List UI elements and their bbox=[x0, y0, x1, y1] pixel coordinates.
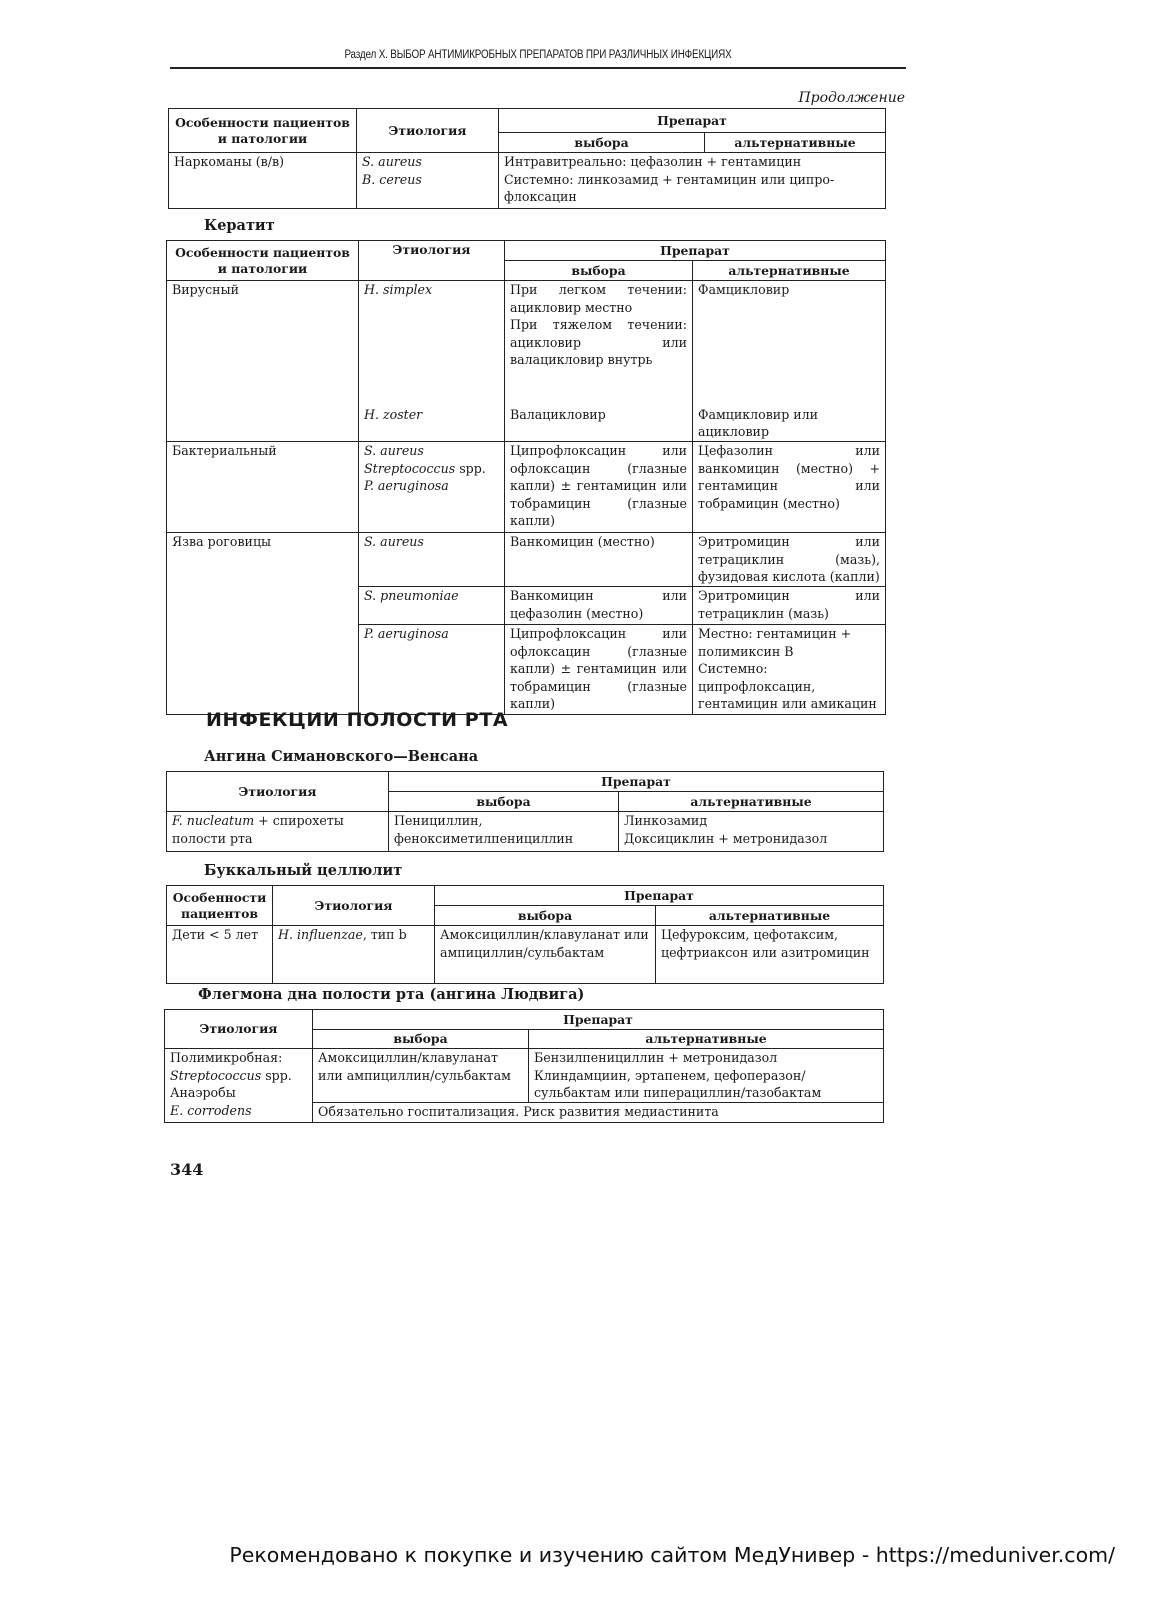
col-header-choice: выбора bbox=[505, 261, 693, 281]
cell-patient: Наркоманы (в/в) bbox=[169, 153, 357, 209]
col-header-choice: выбора bbox=[313, 1030, 529, 1049]
cell-alt: Фамцикловир или ацикловир bbox=[693, 406, 886, 442]
col-header-etiology: Этиология bbox=[357, 109, 499, 153]
col-header-alt: альтернативные bbox=[693, 261, 886, 281]
col-header-alt: альтернативные bbox=[619, 792, 884, 812]
col-header-drug: Препарат bbox=[389, 772, 884, 792]
table-buccal-cellulitis bbox=[166, 885, 884, 984]
col-header-etiology: Этиология bbox=[359, 241, 505, 281]
cell-drug: Интравитреально: цефазолин + гентамицин Системно: линкозамид + гентамицин или ципро- флоксацин bbox=[499, 153, 886, 209]
section-title-vincent-angina: Ангина Симановского—Венсана bbox=[204, 748, 479, 765]
cell-patient: Бактериальный bbox=[167, 442, 359, 533]
cell-choice: Ванкомицин (местно) bbox=[505, 533, 693, 587]
section-title-ludwig-angina: Флегмона дна полости рта (ангина Людвига) bbox=[198, 986, 585, 1003]
running-head: Раздел X. ВЫБОР АНТИМИКРОБНЫХ ПРЕПАРАТОВ ПРИ РАЗЛИЧНЫХ ИНФЕКЦИЯХ bbox=[344, 49, 732, 61]
col-header-etiology: Этиология bbox=[165, 1010, 313, 1049]
table-row bbox=[167, 812, 884, 852]
col-header-patients: Особенности пациентов и патологии bbox=[169, 109, 357, 153]
table-row bbox=[167, 281, 886, 406]
col-header-alt: альтернативные bbox=[529, 1030, 884, 1049]
col-header-choice: выбора bbox=[389, 792, 619, 812]
cell-etiology: H. influenzae, тип b bbox=[273, 926, 435, 984]
table-keratitis bbox=[166, 240, 886, 715]
cell-alt: Эритромицин или тетрациклин (мазь) bbox=[693, 587, 886, 625]
table-row bbox=[167, 926, 884, 984]
cell-alt: Цефазолин или ванкомицин (местно) + гентамицин или тобрамицин (местно) bbox=[693, 442, 886, 533]
cell-etiology: S. aureus B. cereus bbox=[357, 153, 499, 209]
section-title-keratitis: Кератит bbox=[204, 217, 275, 234]
table-row bbox=[165, 1049, 884, 1103]
cell-etiology: S. aureus Streptococcus spp. P. aeruginosa bbox=[359, 442, 505, 533]
cell-alt: Эритромицин или тетрациклин (мазь), фузидовая кислота (капли) bbox=[693, 533, 886, 587]
cell-choice: Ципрофлоксацин или офлоксацин (глазные капли) ± гентамицин или тобрамицин (глазные капли) bbox=[505, 442, 693, 533]
table-ludwig-angina bbox=[164, 1009, 884, 1123]
col-header-etiology: Этиология bbox=[167, 772, 389, 812]
cell-choice: Валацикловир bbox=[505, 406, 693, 442]
cell-etiology: H. simplex bbox=[359, 281, 505, 406]
col-header-patients: Особенности пациентов и патологии bbox=[167, 241, 359, 281]
continuation-label: Продолжение bbox=[798, 90, 905, 106]
cell-etiology: Полимикробная: Streptococcus spp. Анаэробы E. corrodens bbox=[165, 1049, 313, 1123]
cell-alt: Бензилпенициллин + метронидазол Клиндамциин, эртапенем, цефоперазон/сульбактам или пиперациллин/тазобактам bbox=[529, 1049, 884, 1103]
cell-choice: Ванкомицин или цефазолин (местно) bbox=[505, 587, 693, 625]
cell-alt: Местно: гентамицин + полимиксин B Системно: ципрофлоксацин, гентамицин или амикацин bbox=[693, 625, 886, 715]
footer-recommendation: Рекомендовано к покупке и изучению сайтом МедУнивер - https://meduniver.com/ bbox=[229, 1543, 1115, 1567]
cell-choice: При легком течении: ацикловир местно При тяжелом течении: ацикловир или валацикловир внутрь bbox=[505, 281, 693, 406]
cell-patient: Дети < 5 лет bbox=[167, 926, 273, 984]
col-header-patients: Особенности пациентов bbox=[167, 886, 273, 926]
cell-note: Обязательно госпитализация. Риск развития медиастинита bbox=[313, 1103, 884, 1123]
col-header-choice: выбора bbox=[435, 906, 656, 926]
table-row bbox=[167, 533, 886, 587]
col-header-drug: Препарат bbox=[435, 886, 884, 906]
table-row bbox=[167, 442, 886, 533]
cell-patient: Вирусный bbox=[167, 281, 359, 442]
col-header-drug: Препарат bbox=[505, 241, 886, 261]
col-header-etiology: Этиология bbox=[273, 886, 435, 926]
cell-etiology: S. aureus bbox=[359, 533, 505, 587]
table-vincent-angina bbox=[166, 771, 884, 852]
col-header-drug: Препарат bbox=[499, 109, 886, 133]
cell-etiology: F. nucleatum + спирохеты полости рта bbox=[167, 812, 389, 852]
cell-choice: Ципрофлоксацин или офлоксацин (глазные капли) ± гентамицин или тобрамицин (глазные капли) bbox=[505, 625, 693, 715]
cell-choice: Амоксициллин/клавуланат или ампициллин/сульбактам bbox=[435, 926, 656, 984]
cell-etiology: S. pneumoniae bbox=[359, 587, 505, 625]
section-title-buccal-cellulitis: Буккальный целлюлит bbox=[204, 862, 403, 879]
table-endophthalmitis-continuation bbox=[168, 108, 886, 209]
col-header-alt: альтернативные bbox=[705, 133, 886, 153]
page-number: 344 bbox=[170, 1160, 204, 1179]
cell-alt: Цефуроксим, цефотаксим, цефтриаксон или азитромицин bbox=[656, 926, 884, 984]
cell-alt: Линкозамид Доксициклин + метронидазол bbox=[619, 812, 884, 852]
cell-etiology: H. zoster bbox=[359, 406, 505, 442]
col-header-choice: выбора bbox=[499, 133, 705, 153]
chapter-title-oral-infections: ИНФЕКЦИИ ПОЛОСТИ РТА bbox=[206, 709, 509, 731]
col-header-alt: альтернативные bbox=[656, 906, 884, 926]
col-header-drug: Препарат bbox=[313, 1010, 884, 1030]
cell-choice: Амоксициллин/клавуланат или ампициллин/сульбактам bbox=[313, 1049, 529, 1103]
cell-alt: Фамцикловир bbox=[693, 281, 886, 406]
cell-choice: Пенициллин, феноксиметилпенициллин bbox=[389, 812, 619, 852]
table-row bbox=[169, 153, 886, 209]
cell-patient: Язва роговицы bbox=[167, 533, 359, 715]
cell-etiology: P. aeruginosa bbox=[359, 625, 505, 715]
header-rule bbox=[170, 67, 906, 69]
